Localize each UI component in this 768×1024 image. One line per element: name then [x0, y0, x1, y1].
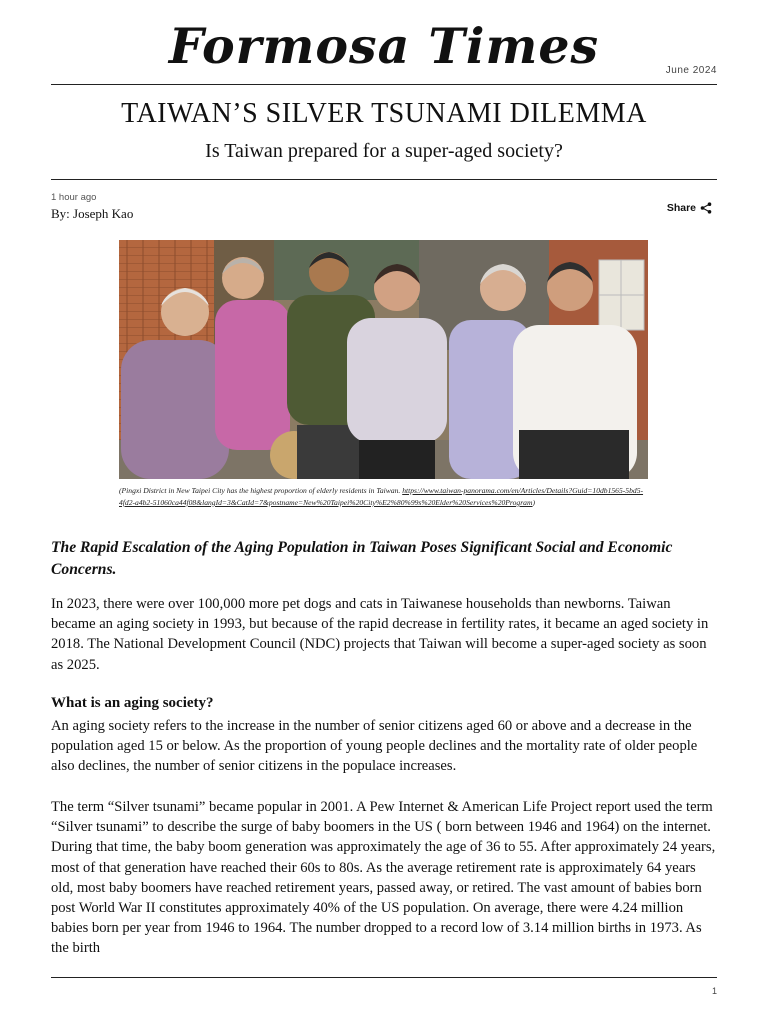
section-heading: What is an aging society? [51, 695, 214, 711]
elderly-residents-photo [119, 240, 648, 479]
article-subheadline: Is Taiwan prepared for a super-aged society? [205, 140, 563, 162]
article-timestamp: 1 hour ago [51, 192, 97, 203]
article-byline: By: Joseph Kao [51, 206, 134, 221]
page-number: 1 [711, 986, 717, 996]
headline-divider [51, 179, 717, 180]
article-headline: TAIWAN’S SILVER TSUNAMI DILEMMA [121, 98, 647, 129]
caption-end: ) [532, 498, 535, 507]
paragraph-3: The term “Silver tsunami” became popular in 2001. A Pew Internet & American Life Project report used the term “Silver tsunami” to describe the surge of baby boomers in the US ( born between 1946 and 1964) on the internet. During that time, the baby boom generation was approximately the age of 36 to 55. After approximately 24 years, most of that generation have reached their 60s to 80s. As the average retirement rate is approximately 64 years old, most baby boomers have reached retirement years, passed away, or retired. The vast amount of babies born post World War II constitutes approximately 40% of the US population. On average, there were 4.24 million babies born per year from 1946 to 1964. The number dropped to a record low of 3.14 million births in 1973. As the birth [51, 799, 716, 957]
issue-date: June 2024 [665, 65, 717, 76]
caption-text: (Pingxi District in New Taipei City has the highest proportion of elderly residents in Taiwan. [119, 486, 403, 495]
caption-link[interactable]: https://www.taiwan-panorama.com/en/Articles/Details?Guid=10db1565-5bd5-4fd2-a4b2-51060ca44f08&langId=3&CatId=7&postname=New%20Taipei%20City%E2%80%99s%20Elder%20Services%20Program [119, 486, 644, 507]
article-lead: The Rapid Escalation of the Aging Population in Taiwan Poses Significant Social and Economic Concerns. [51, 539, 673, 578]
photo-caption [119, 485, 659, 509]
paragraph-1: In 2023, there were over 100,000 more pet dogs and cats in Taiwanese households than newborns. Taiwan became an aging society in 1993, but because of the rapid decrease in fertility rates, it became an aged society in 2018. The National Development Council (NDC) projects that Taiwan will become a super-aged society as soon as 2025. [51, 596, 709, 673]
footer-divider [51, 977, 717, 978]
paragraph-2: An aging society refers to the increase in the number of senior citizens aged 60 or above and a decrease in the population aged 15 or below. As the proportion of young people declines and the mortality rate of older people also declines, the number of senior citizens in the populace increases. [51, 718, 698, 775]
masthead-divider [51, 84, 717, 85]
masthead-title: Formosa Times [168, 17, 600, 75]
share-icon [700, 202, 712, 214]
share-button[interactable] [667, 202, 712, 214]
share-label: Share [666, 202, 696, 214]
